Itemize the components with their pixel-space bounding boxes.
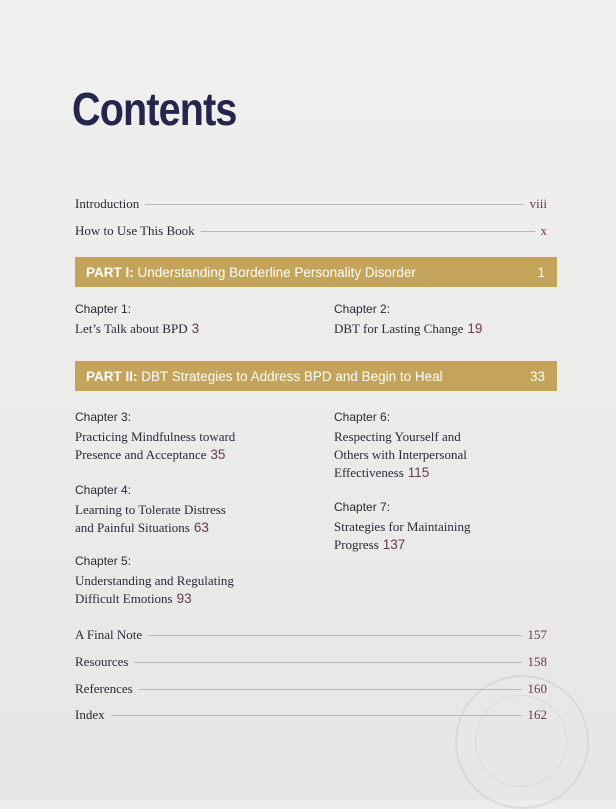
toc-entry-resources[interactable]	[75, 654, 547, 670]
chapter-3-entry[interactable]	[75, 410, 305, 464]
chapter-page: 3	[191, 321, 200, 336]
toc-entry-page: 158	[527, 654, 547, 669]
part-page: 33	[529, 368, 545, 384]
chapter-page: 19	[467, 321, 483, 336]
chapter-7-entry[interactable]	[334, 500, 564, 554]
leader-rule	[148, 635, 521, 636]
chapter-page: 35	[210, 447, 226, 462]
toc-entry-label: Resources	[75, 654, 129, 669]
toc-entry-page: viii	[529, 196, 547, 211]
part-heading	[86, 369, 443, 384]
part-banner-1[interactable]	[75, 257, 557, 287]
toc-entry-introduction[interactable]	[75, 196, 547, 212]
toc-entry-label: How to Use This Book	[75, 223, 195, 238]
chapter-title-line: Learning to Tolerate Distress	[75, 502, 226, 517]
toc-entry-label: Index	[75, 707, 105, 722]
toc-entry-label: A Final Note	[75, 627, 143, 642]
chapter-2-entry[interactable]	[334, 302, 564, 338]
watermark-stamp	[455, 675, 589, 809]
part-heading	[86, 265, 416, 280]
toc-entry-how-to-use[interactable]	[75, 223, 547, 239]
chapter-number: Chapter 6:	[334, 410, 391, 424]
toc-entry-final-note[interactable]	[75, 627, 547, 643]
leader-rule	[145, 204, 523, 205]
watermark-stamp-inner	[475, 695, 567, 787]
toc-entry-page: 162	[527, 707, 547, 722]
part-id: PART I:	[86, 264, 134, 280]
chapter-title: Let’s Talk about BPD	[75, 321, 188, 336]
chapter-title-line: Respecting Yourself and	[334, 429, 461, 444]
chapter-number: Chapter 5:	[75, 554, 132, 568]
chapter-1-entry[interactable]	[75, 302, 305, 338]
toc-entry-page: 160	[527, 681, 547, 696]
chapter-page: 93	[176, 591, 192, 606]
part-title: DBT Strategies to Address BPD and Begin to Heal	[141, 368, 443, 384]
toc-entry-label: References	[75, 681, 133, 696]
chapter-number: Chapter 3:	[75, 410, 132, 424]
chapter-number: Chapter 7:	[334, 500, 391, 514]
chapter-5-entry[interactable]	[75, 554, 305, 608]
page-title: Contents	[72, 83, 237, 135]
chapter-6-entry[interactable]	[334, 410, 564, 482]
chapter-number: Chapter 2:	[334, 302, 391, 316]
chapter-4-entry[interactable]	[75, 483, 305, 537]
toc-entry-page: 157	[527, 627, 547, 642]
chapter-title-line: Difficult Emotions	[75, 591, 173, 606]
chapter-title-line: and Painful Situations	[75, 520, 190, 535]
chapter-title-line: Effectiveness	[334, 465, 404, 480]
chapter-number: Chapter 1:	[75, 302, 132, 316]
leader-rule	[134, 662, 521, 663]
chapter-title-line: Others with Interpersonal	[334, 447, 467, 462]
chapter-title-line: Progress	[334, 537, 379, 552]
leader-rule	[201, 231, 535, 232]
chapter-page: 137	[382, 537, 406, 552]
part-id: PART II:	[86, 368, 138, 384]
chapter-number: Chapter 4:	[75, 483, 132, 497]
leader-rule	[139, 689, 522, 690]
chapter-title-line: Presence and Acceptance	[75, 447, 207, 462]
chapter-title-line: Strategies for Maintaining	[334, 519, 471, 534]
chapter-title-line: Practicing Mindfulness toward	[75, 429, 236, 444]
part-title: Understanding Borderline Personality Disorder	[137, 264, 416, 280]
chapter-title: DBT for Lasting Change	[334, 321, 464, 336]
part-banner-2[interactable]	[75, 361, 557, 391]
chapter-page: 115	[407, 465, 430, 480]
toc-entry-page: x	[540, 223, 547, 238]
part-page: 1	[537, 264, 545, 280]
chapter-title-line: Understanding and Regulating	[75, 573, 234, 588]
toc-entry-label: Introduction	[75, 196, 140, 211]
chapter-page: 63	[193, 520, 209, 535]
